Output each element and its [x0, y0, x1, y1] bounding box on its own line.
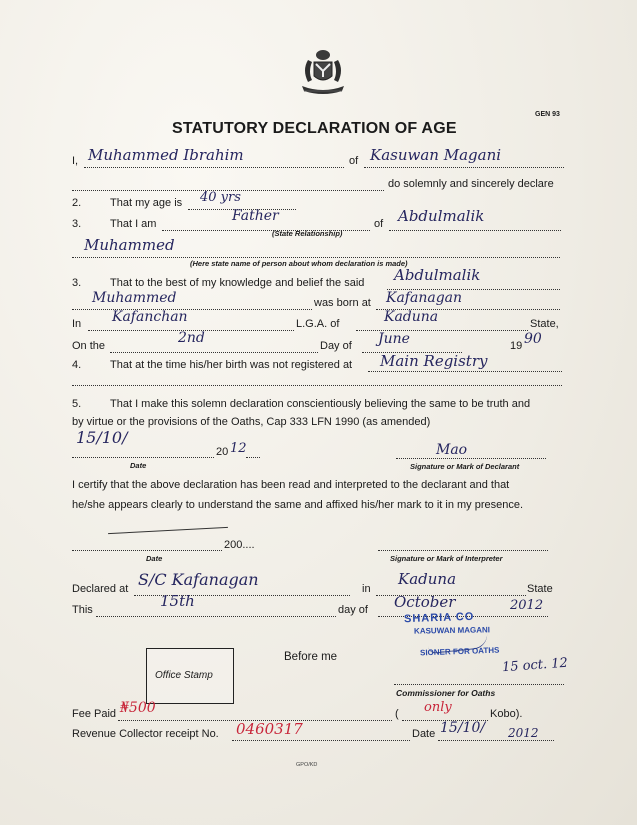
- interpreter-signature-caption: Signature or Mark of Interpreter: [390, 554, 503, 563]
- age-label: That my age is: [110, 197, 183, 209]
- stamp-oaths: SIONER FOR OATHS: [419, 645, 500, 658]
- fee-paid-value: ₦500: [120, 700, 156, 716]
- declaration-year: 12: [230, 441, 247, 456]
- declarant-signature: Mao: [436, 442, 468, 458]
- age-value: 40 yrs: [200, 190, 241, 205]
- not-registered-label: That at the time his/her birth was not registered at: [110, 359, 353, 371]
- item-number: 2.: [72, 197, 82, 209]
- coat-of-arms-emblem: [294, 46, 352, 98]
- stamp-date: 15 oct. 12: [501, 655, 569, 676]
- interpreter-year: 200....: [224, 539, 255, 551]
- relationship-label: That I am: [110, 218, 157, 230]
- born-at-label: was born at: [314, 297, 371, 309]
- printer-mark: GPO/KD: [296, 762, 318, 768]
- declarant-prefix: I,: [72, 155, 79, 167]
- declared-day: 15th: [160, 592, 195, 610]
- receipt-date: 15/10/: [440, 720, 486, 736]
- birth-town: Kafanchan: [112, 309, 188, 325]
- subject-surname: Muhammed: [92, 290, 177, 306]
- form-code: GEN 93: [535, 111, 560, 118]
- birth-place: Kafanagan: [386, 290, 463, 306]
- document-title: STATUTORY DECLARATION OF AGE: [172, 120, 457, 137]
- declared-in-place: Kaduna: [398, 570, 457, 588]
- fee-paid-label: Fee Paid: [72, 708, 117, 720]
- in-label: In: [72, 318, 82, 330]
- item-number: 5.: [72, 398, 82, 410]
- subject-caption: (Here state name of person about whom declaration is made): [190, 259, 408, 268]
- birth-year: 90: [524, 331, 542, 347]
- birth-month: June: [378, 331, 410, 347]
- state-label: State,: [530, 318, 559, 330]
- before-me-label: Before me: [284, 651, 338, 663]
- stamp-court-name: SHARIA CO: [403, 610, 475, 626]
- in-label-2: in: [362, 583, 371, 595]
- declared-month: October: [394, 593, 456, 611]
- kobo-open: (: [395, 708, 399, 720]
- oaths-provision-text: by virtue or the provisions of the Oaths, Cap 333 LFN 1990 (as amended): [72, 416, 431, 428]
- date-caption: Date: [130, 461, 147, 470]
- declared-at-place: S/C Kafanagan: [138, 570, 259, 589]
- lga-label: L.G.A. of: [296, 318, 340, 330]
- item-number: 3.: [72, 218, 82, 230]
- receipt-date-label: Date: [412, 728, 436, 740]
- of-label: of: [374, 218, 384, 230]
- interpreter-pen-stroke: [108, 527, 228, 534]
- kobo-value: only: [424, 700, 452, 715]
- this-label: This: [72, 604, 93, 616]
- receipt-year: 2012: [508, 726, 539, 740]
- state-label-2: State: [527, 583, 553, 595]
- stamp-location: KASUWAN MAGANI: [413, 625, 491, 636]
- declaration-date: 15/10/: [76, 428, 128, 447]
- solemnly-declare-text: do solemnly and sincerely declare: [388, 178, 554, 190]
- day-of-label-2: day of: [338, 604, 368, 616]
- knowledge-label: That to the best of my knowledge and belief the said: [110, 277, 365, 289]
- interpreter-date-caption: Date: [146, 554, 163, 563]
- declarant-address: Kasuwan Magani: [370, 146, 502, 164]
- subject-name-continued: Muhammed: [84, 236, 175, 254]
- date-year-prefix: 20: [216, 446, 229, 458]
- declarant-signature-caption: Signature or Mark of Declarant: [410, 462, 520, 471]
- said-name: Abdulmalik: [394, 266, 481, 284]
- declared-year: 2012: [510, 598, 544, 613]
- on-the-label: On the: [72, 340, 106, 352]
- kobo-close: Kobo).: [490, 708, 523, 720]
- certify-text-line1: I certify that the above declaration has been read and interpreted to the declarant and that: [72, 479, 510, 491]
- relationship-value: Father: [232, 208, 279, 224]
- relationship-caption: (State Relationship): [272, 229, 343, 238]
- certify-text-line2: he/she appears clearly to understand the same and affixed his/her mark to it in my presence.: [72, 499, 524, 511]
- office-stamp-label: Office Stamp: [155, 670, 213, 681]
- item-number: 4.: [72, 359, 82, 371]
- solemn-declaration-text: That I make this solemn declaration conscientiously believing the same to be truth and: [110, 398, 531, 410]
- of-label: of: [349, 155, 359, 167]
- receipt-label: Revenue Collector receipt No.: [72, 728, 219, 740]
- day-of-label: Day of: [320, 340, 352, 352]
- declarant-name: Muhammed Ibrahim: [88, 146, 244, 164]
- receipt-number: 0460317: [236, 720, 303, 738]
- commissioner-caption: Commissioner for Oaths: [396, 688, 496, 698]
- year-prefix: 19: [510, 340, 523, 352]
- lga-value: Kaduna: [384, 309, 439, 325]
- item-number: 3.: [72, 277, 82, 289]
- registry-value: Main Registry: [380, 352, 488, 370]
- subject-name: Abdulmalik: [398, 207, 485, 225]
- declared-at-label: Declared at: [72, 583, 129, 595]
- birth-day: 2nd: [178, 330, 205, 346]
